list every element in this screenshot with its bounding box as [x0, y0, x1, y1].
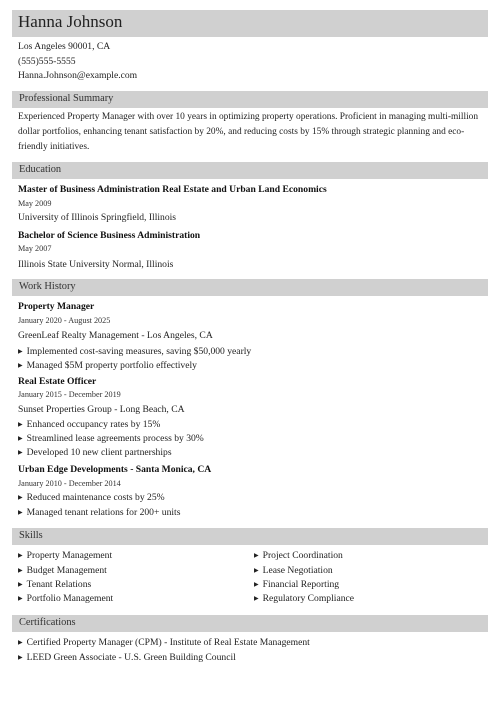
summary-text: Experienced Property Manager with over 10 years in optimizing property operations. Proficient in managing multi-million dollar portfolios, enhancing tenant satisfaction by 20%, and reducing costs by 15% through strategic planning and eco-friendly initiatives.: [18, 112, 479, 152]
list-item: ▶ Reduced maintenance costs by 25%: [18, 492, 165, 503]
section-title: Skills: [19, 530, 43, 541]
section-title: Education: [19, 164, 62, 175]
section-header-skills: [12, 528, 488, 545]
triangle-bullet-icon: ▶: [18, 568, 23, 574]
education-date: May 2007: [18, 244, 52, 253]
triangle-bullet-icon: ▶: [18, 450, 23, 456]
triangle-bullet-icon: ▶: [18, 510, 23, 516]
triangle-bullet-icon: ▶: [18, 422, 23, 428]
triangle-bullet-icon: ▶: [254, 568, 259, 574]
section-title: Work History: [19, 281, 76, 292]
triangle-bullet-icon: ▶: [18, 640, 23, 646]
triangle-bullet-icon: ▶: [18, 553, 23, 559]
education-date: May 2009: [18, 199, 52, 208]
skill-item: ▶ Lease Negotiation: [254, 565, 333, 576]
list-item: ▶ Developed 10 new client partnerships: [18, 447, 172, 458]
list-item: ▶ Managed tenant relations for 200+ units: [18, 507, 181, 518]
job-date: January 2015 - December 2019: [18, 390, 121, 399]
education-degree: Bachelor of Science Business Administration: [18, 230, 201, 241]
section-header-summary: [12, 91, 488, 108]
name-header: [12, 10, 488, 37]
education-school: University of Illinois Springfield, Illinois: [18, 212, 177, 223]
job-title: Urban Edge Developments - Santa Monica, CA: [18, 464, 212, 475]
job-title: Real Estate Officer: [18, 376, 97, 387]
job-company: GreenLeaf Realty Management - Los Angeles, CA: [18, 330, 213, 341]
contact-phone: (555)555-5555: [18, 56, 76, 67]
section-header-work: [12, 279, 488, 296]
triangle-bullet-icon: ▶: [254, 582, 259, 588]
contact-email: Hanna.Johnson@example.com: [18, 70, 138, 81]
education-school: Illinois State University Normal, Illinois: [18, 259, 174, 270]
section-header-certifications: [12, 615, 488, 632]
triangle-bullet-icon: ▶: [254, 553, 259, 559]
list-item: ▶ Implemented cost-saving measures, saving $50,000 yearly: [18, 346, 252, 357]
skill-item: ▶ Project Coordination: [254, 550, 343, 561]
candidate-name: Hanna Johnson: [18, 12, 123, 31]
job-company: Sunset Properties Group - Long Beach, CA: [18, 404, 185, 415]
section-title: Professional Summary: [19, 93, 114, 104]
job-date: January 2020 - August 2025: [18, 316, 111, 325]
skill-item: ▶ Property Management: [18, 550, 113, 561]
certification-item: ▶ Certified Property Manager (CPM) - Institute of Real Estate Management: [18, 637, 310, 648]
skill-item: ▶ Tenant Relations: [18, 579, 92, 590]
list-item: ▶ Streamlined lease agreements process by 30%: [18, 433, 204, 444]
triangle-bullet-icon: ▶: [18, 596, 23, 602]
list-item: ▶ Enhanced occupancy rates by 15%: [18, 419, 161, 430]
skill-item: ▶ Financial Reporting: [254, 579, 340, 590]
contact-location: Los Angeles 90001, CA: [18, 41, 111, 52]
triangle-bullet-icon: ▶: [18, 582, 23, 588]
skill-item: ▶ Regulatory Compliance: [254, 593, 355, 604]
triangle-bullet-icon: ▶: [18, 363, 23, 369]
triangle-bullet-icon: ▶: [18, 655, 23, 661]
section-header-education: [12, 162, 488, 179]
triangle-bullet-icon: ▶: [18, 495, 23, 501]
job-title: Property Manager: [18, 301, 95, 312]
job-date: January 2010 - December 2014: [18, 479, 121, 488]
section-title: Certifications: [19, 617, 76, 628]
list-item: ▶ Managed $5M property portfolio effectively: [18, 360, 197, 371]
certification-item: ▶ LEED Green Associate - U.S. Green Building Council: [18, 652, 236, 663]
triangle-bullet-icon: ▶: [18, 436, 23, 442]
skill-item: ▶ Budget Management: [18, 565, 107, 576]
skill-item: ▶ Portfolio Management: [18, 593, 114, 604]
triangle-bullet-icon: ▶: [18, 349, 23, 355]
triangle-bullet-icon: ▶: [254, 596, 259, 602]
education-degree: Master of Business Administration Real Estate and Urban Land Economics: [18, 184, 327, 195]
